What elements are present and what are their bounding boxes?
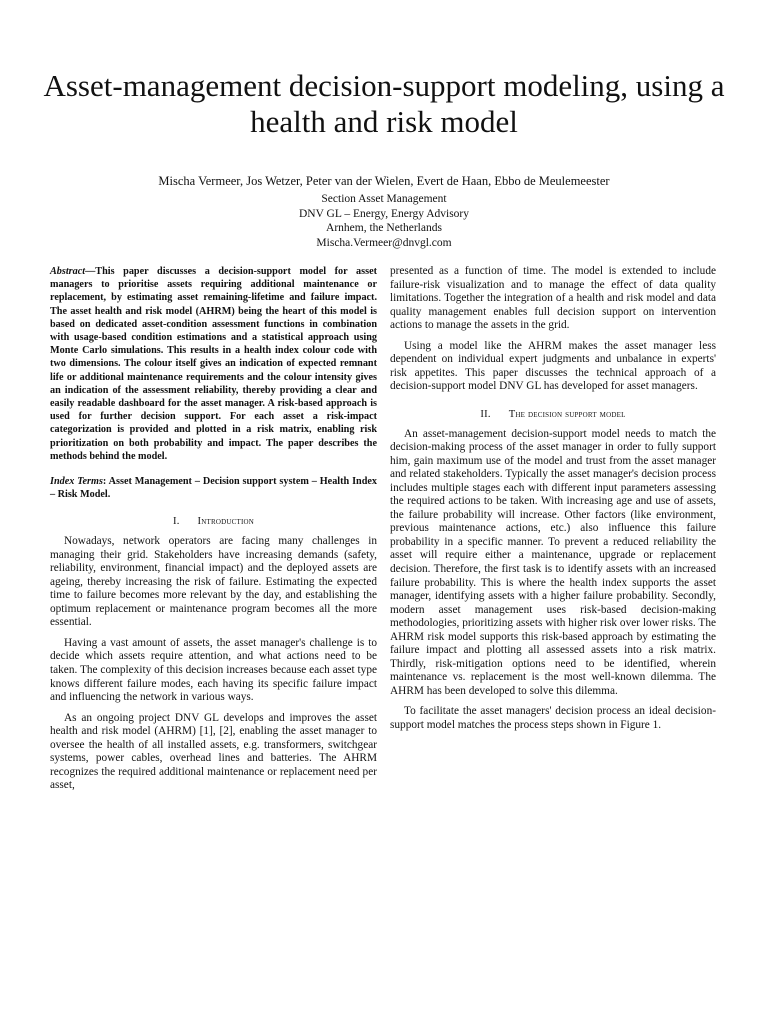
author-email[interactable]: Mischa.Vermeer@dnvgl.com (316, 236, 452, 249)
author-list: Mischa Vermeer, Jos Wetzer, Peter van der Wielen, Evert de Haan, Ebbo de Meulemeester (158, 174, 610, 188)
paragraph: Nowadays, network operators are facing many challenges in managing their grid. Stakeholders have increasing demands (safety, reliability, environment, financial impact) and the deployed assets are ageing, thereby increasing the risk of failure. Estimating the expected time to failure becomes more relevant by the day, and establishing the optimum replacement or maintenance program becomes all the more essential. (50, 535, 377, 629)
index-terms (50, 475, 377, 501)
paragraph: presented as a function of time. The model is extended to include failure-risk visualization and to manage the effect of data quality limitations. Together the integration of a health and risk model and data quality management enables full decision support on intervention actions to manage the assets in the grid. (390, 265, 716, 332)
paragraph: Having a vast amount of assets, the asset manager's challenge is to decide which assets require attention, and what actions need to be taken. The complexity of this decision increases because each asset type knows different failure modes, each having its specific failure impact and influencing the network in various ways. (50, 636, 377, 704)
index-terms-label: Index Terms (50, 476, 103, 488)
paragraph: An asset-management decision-support model needs to match the decision-making process of the asset manager in order to fully support him, gain maximum use of the model and trust from the asset manager and related stakeholders. Typically the asset manager's decision process includes multiple stages each with different input parameters assessing the required actions to be taken. With increasing age and use of assets, the failure probability will increase. Other factors (like environment, previous maintenance actions, etc.) also influence this failure probability in a specific manner. To prevent a reduced reliability the asset will require either a maintenance, upgrade or replacement decision. Therefore, the first task is to identify assets with an increased failure probability. This is where the health index supports the asset manager, identifying assets with a higher failure probability. Secondly, modern asset management uses risk-based decision-making methodologies, prioritizing assets with higher risk over lower risks. The AHRM risk model supports this risk-based approach by estimating the failure impact and plotting all assessed assets into a risk matrix. Thirdly, risk-mitigation options need to be identified, wherein maintenance vs. replacement is the most well-known dilemma. The AHRM has been developed to solve this dilemma. (390, 427, 716, 697)
affiliation-location: Arnhem, the Netherlands (326, 222, 442, 235)
abstract-label: Abstract (50, 266, 86, 277)
section-heading-decision-support-model (390, 408, 716, 422)
paragraph: Using a model like the AHRM makes the asset manager less dependent on individual expert judgments and unbalance in experts' risk appetites. This paper discusses the technical approach of a decision-support model DNV GL has developed for asset managers. (390, 339, 716, 393)
section-number: I. (172, 516, 180, 528)
paper-title: Asset-management decision-support modeling, using a health and risk model (43, 68, 725, 139)
section-title: The decision support model (508, 408, 626, 420)
affiliation-section: Section Asset Management (321, 193, 447, 205)
section-heading-introduction (50, 515, 377, 529)
section-number: II. (480, 408, 491, 420)
paragraph: As an ongoing project DNV GL develops and improves the asset health and risk model (AHRM) [1], [2], enabling the asset manager to oversee the health of all installed assets, e.g. transformers, switchgear systems, power cables, overhead lines and batteries. The AHRM recognizes the required additional maintenance or replacement need per asset, (50, 711, 377, 792)
abstract (50, 265, 377, 463)
abstract-text: —This paper discusses a decision-support model for asset managers to prioritise assets requiring additional maintenance or replacement, by estimating asset remaining-lifetime and failure impact. The asset health and risk model (AHRM) being the heart of this model is based on dedicated asset-condition assessment functions in combination with usage-based condition estimations and a statistical approach using Monte Carlo simulations. This results in a health index colour code with two dimensions. The colour itself gives an indication of expected remnant life or additional maintenance requirements and the colour intensity gives an indication of the assessment reliability, thereby providing a clear and easily readable dashboard for the asset manager. A risk-based approach is used for further decision support. For each asset a risk-impact categorization is provided and plotted in a risk matrix, enabling risk prioritization on both probability and impact. The paper describes the methods behind the model. (50, 266, 377, 462)
paragraph: To facilitate the asset managers' decision process an ideal decision-support model matches the process steps shown in Figure 1. (390, 705, 716, 731)
affiliation-block (40, 192, 728, 250)
affiliation-organization: DNV GL – Energy, Energy Advisory (298, 207, 470, 220)
index-terms-text: : Asset Management – Decision support system – Health Index – Risk Model. (50, 476, 377, 501)
section-title: Introduction (197, 516, 255, 528)
right-column (390, 265, 716, 740)
left-column (50, 265, 377, 800)
